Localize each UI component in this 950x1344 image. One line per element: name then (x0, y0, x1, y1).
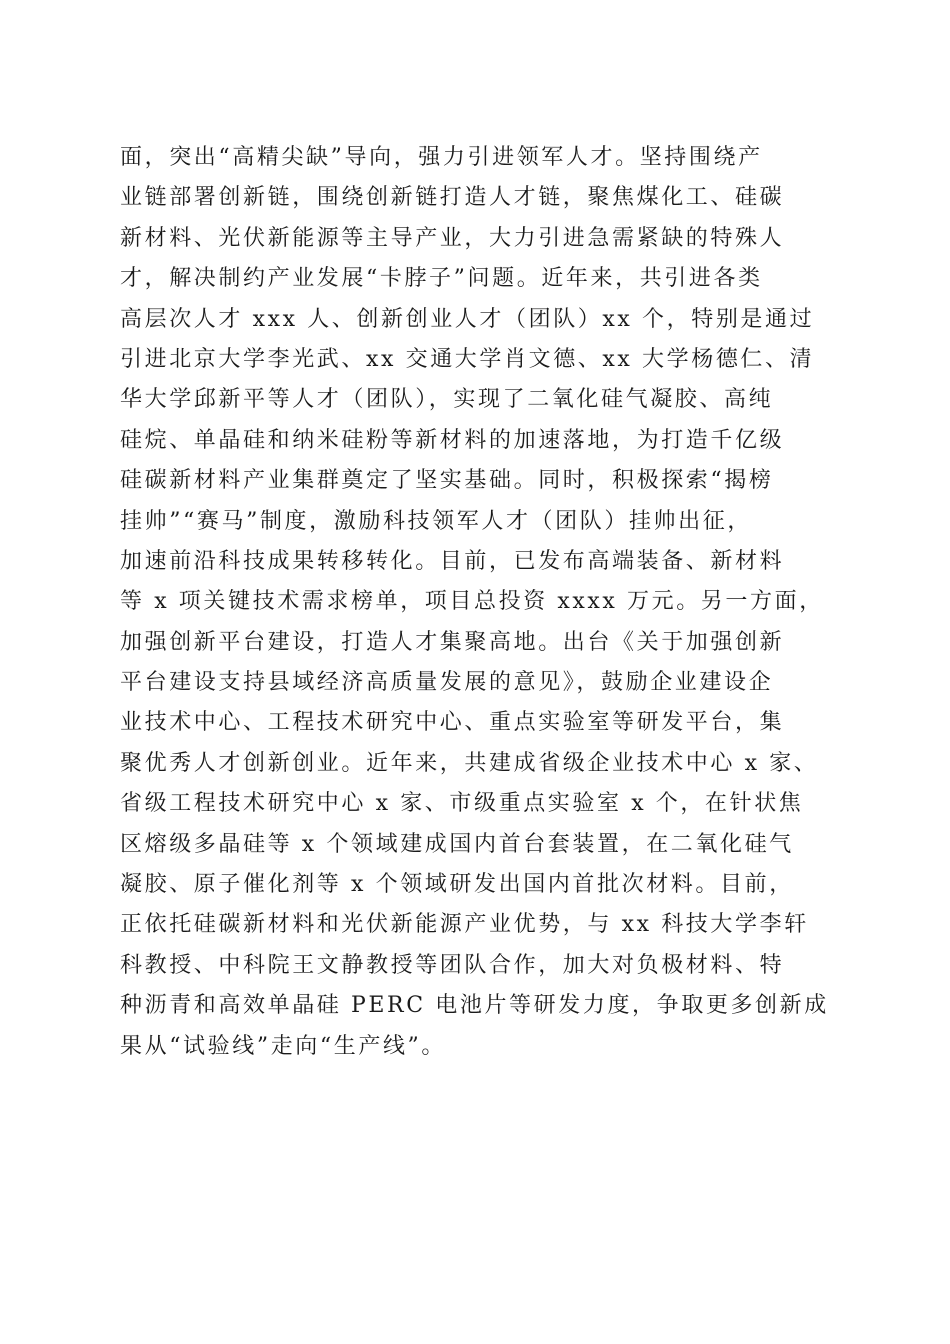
paragraph-line: 高层次人才 xxx 人、创新创业人才（团队）xx 个，特别是通过 (120, 306, 815, 332)
paragraph-line: 挂帅”“赛马”制度，激励科技领军人才（团队）挂帅出征， (120, 508, 752, 534)
paragraph-line: 区熔级多晶硅等 x 个领域建成国内首台套装置，在二氧化硅气 (120, 831, 794, 857)
paragraph-line: 果从“试验线”走向“生产线”。 (120, 1033, 446, 1059)
paragraph-line: 等 x 项关键技术需求榜单，项目总投资 xxxx 万元。另一方面， (120, 589, 824, 615)
paragraph-line: 加速前沿科技成果转移转化。目前，已发布高端装备、新材料 (120, 548, 785, 574)
paragraph-line: 正依托硅碳新材料和光伏新能源产业优势，与 xx 科技大学李轩 (120, 912, 809, 938)
paragraph-line: 凝胶、原子催化剂等 x 个领域研发出国内首批次材料。目前， (120, 872, 794, 898)
paragraph-line: 硅烷、单晶硅和纳米硅粉等新材料的加速落地，为打造千亿级 (120, 427, 785, 453)
paragraph-line: 种沥青和高效单晶硅 PERC 电池片等研发力度，争取更多创新成 (120, 993, 829, 1019)
paragraph-line: 面，突出“高精尖缺”导向，强力引进领军人才。坚持围绕产 (120, 145, 763, 170)
paragraph-line: 聚优秀人才创新创业。近年来，共建成省级企业技术中心 x 家、 (120, 750, 819, 776)
paragraph-line: 引进北京大学李光武、xx 交通大学肖文德、xx 大学杨德仁、清 (120, 346, 815, 372)
paragraph-line: 硅碳新材料产业集群奠定了坚实基础。同时，积极探索“揭榜 (120, 468, 774, 494)
paragraph-line: 科教授、中科院王文静教授等团队合作，加大对负极材料、特 (120, 952, 785, 978)
paragraph-line: 才，解决制约产业发展“卡脖子”问题。近年来，共引进各类 (120, 266, 763, 292)
paragraph-line: 平台建设支持县域经济高质量发展的意见》，鼓励企业建设企 (120, 670, 774, 696)
paragraph-line: 业链部署创新链，围绕创新链打造人才链，聚焦煤化工、硅碳 (120, 185, 785, 211)
paragraph-line: 加强创新平台建设，打造人才集聚高地。出台《关于加强创新 (120, 629, 785, 655)
paragraph-line: 华大学邱新平等人才（团队），实现了二氧化硅气凝胶、高纯 (120, 387, 774, 413)
paragraph-line: 业技术中心、工程技术研究中心、重点实验室等研发平台，集 (120, 710, 785, 736)
paragraph-line: 新材料、光伏新能源等主导产业，大力引进急需紧缺的特殊人 (120, 225, 785, 251)
body-paragraph (120, 138, 840, 1067)
paragraph-line: 省级工程技术研究中心 x 家、市级重点实验室 x 个，在针状焦 (120, 791, 804, 817)
